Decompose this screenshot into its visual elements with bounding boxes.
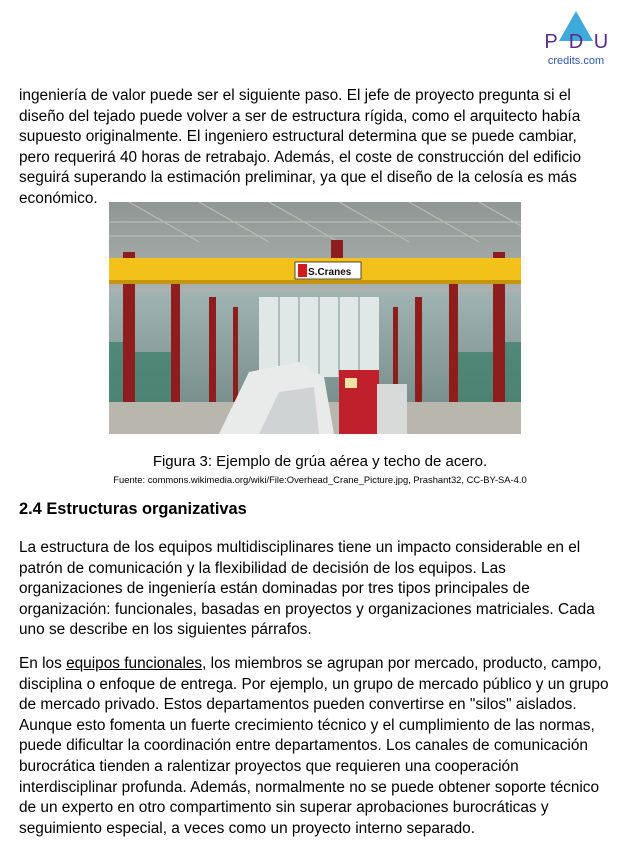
paragraph-value-engineering: ingeniería de valor puede ser el siguiente paso. El jefe de proyecto pregunta si el diseño del tejado puede volver a ser de estructura rígida, como el arquitecto había supuesto originalmente. El ingeniero estructural determina que se puede cambiar, pero requerirá 40 horas de retrabajo. Además, el coste de construcción del edificio seguirá superando la estimación preliminar, ya que el diseño de la celosía es más económico.	[19, 87, 582, 207]
overhead-crane-photo	[109, 202, 521, 434]
paragraph-text-rest: , los miembros se agrupan por mercado, producto, campo, disciplina o enfoque de entrega. Por ejemplo, un grupo de mercado público y un grupo de mercado privado. Estos departamentos pueden convertirse en "silos" aislados. Aunque esto fomenta un fuerte crecimiento técnico y el cumplimiento de las normas, puede dificultar la coordinación entre departamentos. Los canales de comunicación burocrática tienden a ralentizar proyectos que requieren una cooperación interdisciplinar profunda. Además, normalmente no se puede obtener soporte técnico de un experto en otro compartimento sin superar aprobaciones burocráticas y seguimiento especial, a veces como un proyecto interno separado.	[19, 655, 609, 837]
logo-letter-d: D	[568, 31, 584, 53]
figure-caption: Figura 3: Ejemplo de grúa aérea y techo de acero.	[152, 453, 488, 470]
logo-letters	[540, 31, 612, 54]
paragraph-functional-teams	[19, 654, 609, 839]
logo-subtitle: credits.com	[547, 55, 605, 67]
logo-letter-u: U	[593, 31, 609, 53]
pdu-credits-logo	[540, 10, 612, 70]
paragraph-text-start: En los	[19, 655, 67, 672]
logo-letter-p: P	[544, 31, 558, 53]
crane-sign: S.Cranes	[308, 267, 352, 278]
figure-source: Fuente: commons.wikimedia.org/wiki/File:Overhead_Crane_Picture.jpg, Prashant32, CC-BY-SA-4.0	[113, 474, 527, 485]
section-heading: 2.4 Estructuras organizativas	[19, 500, 247, 518]
functional-teams-link[interactable]: equipos funcionales	[66, 655, 203, 672]
paragraph-team-structure: La estructura de los equipos multidisciplinares tiene un impacto considerable en el patrón de comunicación y la flexibilidad de decisión de los equipos. Las organizaciones de ingeniería están dominadas por tres tipos principales de organización: funcionales, basadas en proyectos y organizaciones matriciales. Cada uno se describe en los siguientes párrafos.	[19, 539, 595, 639]
